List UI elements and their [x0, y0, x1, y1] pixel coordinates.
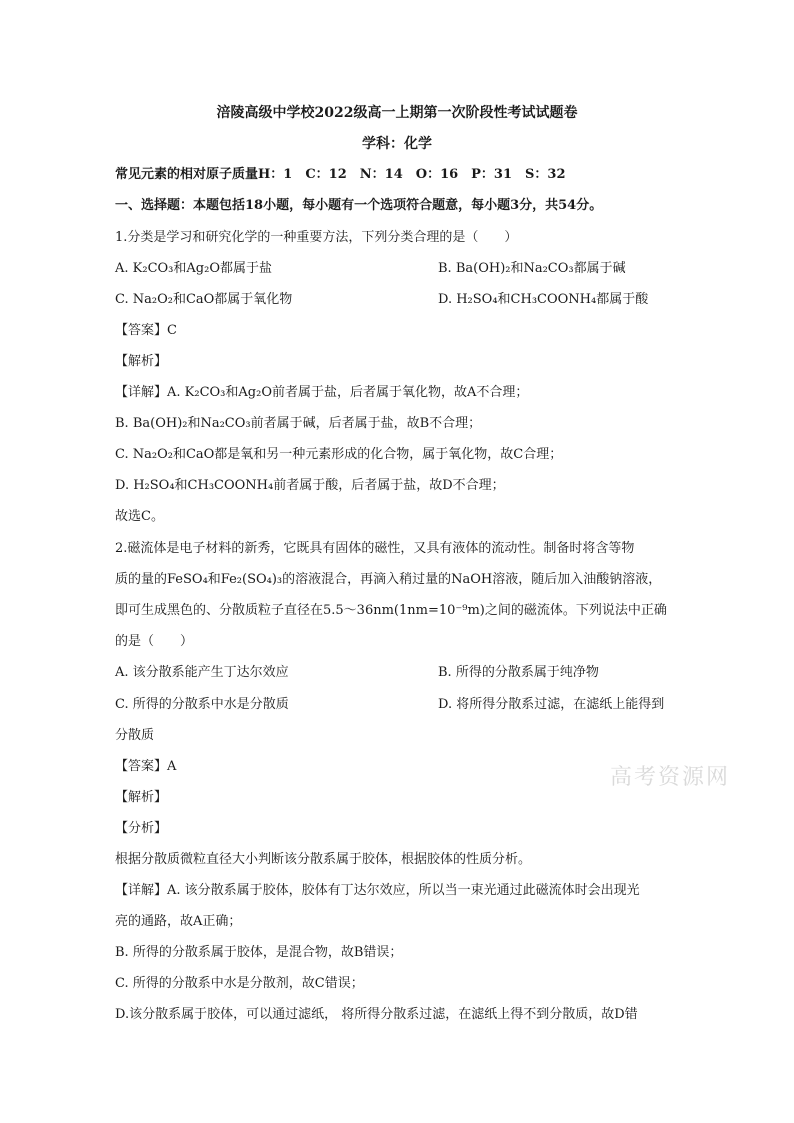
q2-fenxi-text: 根据分散质微粒直径大小判断该分散系属于胶体，根据胶体的性质分析。	[115, 852, 532, 867]
q1-option-d: D. H₂SO₄和CH₃COONH₄都属于酸	[438, 292, 649, 307]
q2-analysis-label: 【解析】	[115, 790, 168, 805]
watermark: 高考资源网	[610, 764, 731, 789]
q2-option-d-continued: 分散质	[115, 728, 155, 743]
q2-stem-line-1: 2.磁流体是电子材料的新秀，它既具有固体的磁性，又具有液体的流动性。制备时将含等物	[115, 541, 635, 556]
atomic-mass-line: 常见元素的相对原子质量H：1 C：12 N：14 O：16 P：31 S：32	[115, 167, 566, 182]
q2-answer: 【答案】A	[115, 759, 177, 774]
section-heading: 一、选择题：本题包括18小题，每小题有一个选项符合题意，每小题3分，共54分。	[115, 198, 603, 213]
q1-detail-c: C. Na₂O₂和CaO都是氧和另一种元素形成的化合物，属于氧化物，故C合理；	[115, 447, 563, 462]
q1-option-b: B. Ba(OH)₂和Na₂CO₃都属于碱	[438, 261, 626, 276]
q1-option-c: C. Na₂O₂和CaO都属于氧化物	[115, 292, 293, 307]
q2-detail-a-line-1: 【详解】A. 该分散系属于胶体，胶体有丁达尔效应，所以当一束光通过此磁流体时会出现光	[115, 883, 640, 898]
q2-option-d: D. 将所得分散系过滤，在滤纸上能得到	[438, 697, 665, 712]
q1-analysis-label: 【解析】	[115, 354, 168, 369]
q1-stem: 1.分类是学习和研究化学的一种重要方法，下列分类合理的是（ ）	[115, 230, 518, 245]
q2-detail-c: C. 所得的分散系中水是分散剂，故C错误；	[115, 976, 364, 991]
q1-detail-b: B. Ba(OH)₂和Na₂CO₃前者属于碱，后者属于盐，故B不合理；	[115, 416, 482, 431]
q2-option-c: C. 所得的分散系中水是分散质	[115, 697, 289, 712]
q1-option-a: A. K₂CO₃和Ag₂O都属于盐	[115, 261, 272, 276]
q1-detail-a: 【详解】A. K₂CO₃和Ag₂O前者属于盐，后者属于氧化物，故A不合理；	[115, 385, 529, 400]
q2-stem-line-2: 质的量的FeSO₄和Fe₂(SO₄)₃的溶液混合，再滴入稍过量的NaOH溶液，随后加入油酸钠溶液，	[115, 572, 662, 587]
q1-conclusion: 故选C。	[115, 509, 164, 524]
q2-stem-line-4: 的是（ ）	[115, 634, 194, 649]
q2-fenxi-label: 【分析】	[115, 821, 168, 836]
exam-title: 涪陵高级中学校2022级高一上期第一次阶段性考试试题卷	[216, 105, 578, 121]
subject-label: 学科：化学	[362, 136, 432, 152]
q1-answer: 【答案】C	[115, 323, 177, 338]
q2-detail-b: B. 所得的分散系属于胶体，是混合物，故B错误；	[115, 945, 403, 960]
q2-option-a: A. 该分散系能产生丁达尔效应	[115, 665, 289, 680]
q1-detail-d: D. H₂SO₄和CH₃COONH₄前者属于酸，后者属于盐，故D不合理；	[115, 478, 505, 493]
q2-stem-line-3: 即可生成黑色的、分散质粒子直径在5.5～36nm(1nm=10⁻⁹m)之间的磁流体。下列说法中正确	[115, 603, 667, 618]
q2-option-b: B. 所得的分散系属于纯净物	[438, 665, 599, 680]
q2-detail-a-line-2: 亮的通路，故A正确；	[115, 914, 242, 929]
q2-detail-d: D.该分散系属于胶体，可以通过滤纸， 将所得分散系过滤，在滤纸上得不到分散质，故D错	[115, 1007, 638, 1022]
